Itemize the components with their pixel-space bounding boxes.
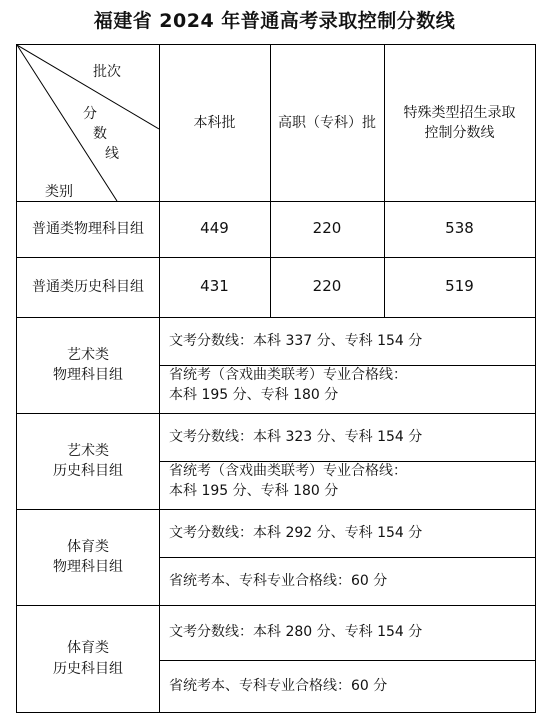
page-title: 福建省 2024 年普通高考录取控制分数线 bbox=[93, 10, 456, 32]
grid-line bbox=[17, 317, 535, 318]
row-value-undergraduate: 449 bbox=[200, 219, 229, 238]
grid-line bbox=[17, 201, 535, 202]
special-category: 艺术类 历史科目组 bbox=[53, 442, 123, 479]
grid-line bbox=[270, 45, 271, 317]
grid-line bbox=[159, 45, 160, 712]
grid-line bbox=[17, 509, 535, 510]
grid-line bbox=[17, 257, 535, 258]
special-category: 体育类 物理科目组 bbox=[53, 538, 123, 575]
header-col-special: 特殊类型招生录取控制分数线 bbox=[403, 104, 516, 141]
header-col-vocational: 高职（专科）批 bbox=[278, 114, 376, 131]
special-culture-line: 文考分数线：本科 323 分、专科 154 分 bbox=[169, 428, 423, 445]
corner-label-score-1: 分 bbox=[83, 106, 97, 122]
special-professional-line: 省统考（含戏曲类联考）专业合格线： 本科 195 分、专科 180 分 bbox=[169, 463, 407, 500]
special-professional-line: 省统考本、专科专业合格线：60 分 bbox=[169, 677, 388, 694]
corner-label-batch: 批次 bbox=[93, 64, 121, 80]
header-col-undergraduate: 本科批 bbox=[193, 114, 236, 131]
grid-line bbox=[17, 605, 535, 606]
special-culture-line: 文考分数线：本科 292 分、专科 154 分 bbox=[169, 524, 423, 541]
special-professional-line: 省统考（含戏曲类联考）专业合格线： 本科 195 分、专科 180 分 bbox=[169, 367, 407, 404]
special-category: 艺术类 物理科目组 bbox=[53, 346, 123, 383]
row-value-vocational: 220 bbox=[312, 219, 342, 238]
row-value-special: 538 bbox=[445, 219, 474, 238]
grid-line bbox=[159, 557, 535, 558]
corner-label-score-2: 数 bbox=[93, 126, 107, 142]
row-value-undergraduate: 431 bbox=[200, 277, 229, 296]
row-category: 普通类历史科目组 bbox=[32, 278, 144, 295]
grid-line bbox=[159, 461, 535, 462]
score-table bbox=[16, 44, 536, 713]
row-category: 普通类物理科目组 bbox=[32, 220, 144, 237]
special-category: 体育类 历史科目组 bbox=[53, 640, 123, 677]
corner-label-category: 类别 bbox=[45, 184, 73, 200]
row-value-special: 519 bbox=[445, 277, 474, 296]
special-professional-line: 省统考本、专科专业合格线：60 分 bbox=[169, 572, 388, 589]
grid-line bbox=[159, 660, 535, 661]
grid-line bbox=[159, 365, 535, 366]
grid-line bbox=[384, 45, 385, 317]
special-culture-line: 文考分数线：本科 337 分、专科 154 分 bbox=[169, 332, 423, 349]
corner-label-score-3: 线 bbox=[105, 146, 119, 162]
special-culture-line: 文考分数线：本科 280 分、专科 154 分 bbox=[169, 624, 423, 641]
grid-line bbox=[17, 413, 535, 414]
row-value-vocational: 220 bbox=[312, 277, 342, 296]
